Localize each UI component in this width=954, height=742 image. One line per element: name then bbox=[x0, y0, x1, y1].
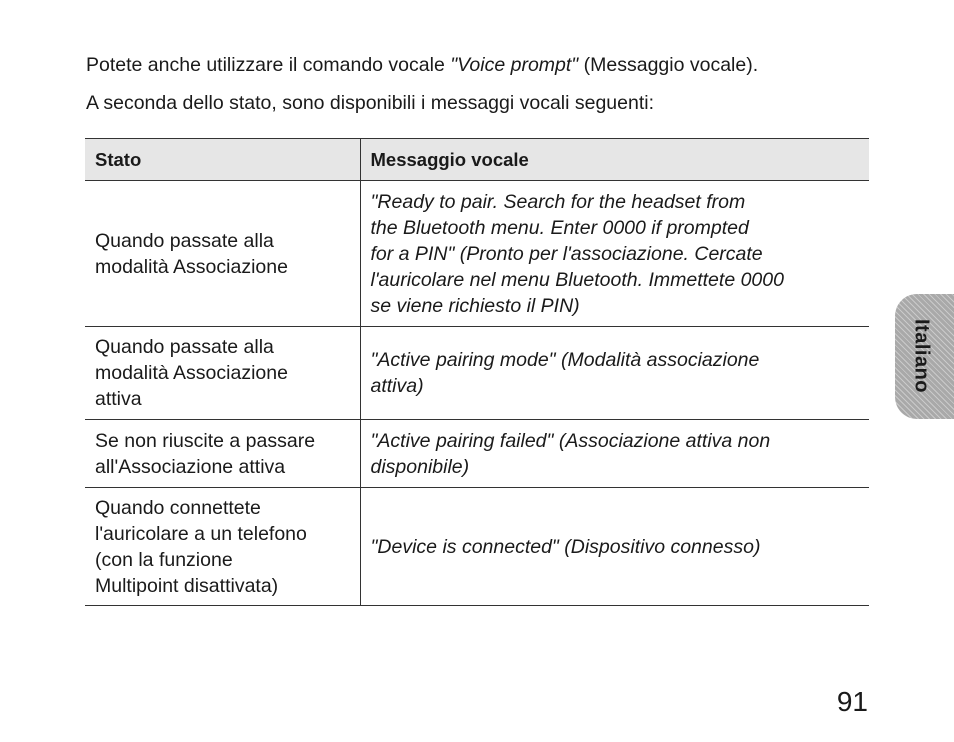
cell-line: Quando passate alla bbox=[95, 336, 274, 358]
page-number: 91 bbox=[836, 686, 868, 717]
cell-line: modalità Associazione bbox=[95, 255, 288, 278]
cell-line: attiva bbox=[95, 388, 142, 410]
intro-text-suffix: (Messaggio vocale). bbox=[578, 54, 759, 76]
message-cell bbox=[360, 181, 869, 327]
cell-line: for a PIN" (Pronto per l'associazione. Cercate bbox=[370, 242, 763, 265]
state-cell bbox=[85, 488, 360, 606]
table-row bbox=[85, 327, 869, 420]
cell-line: Quando passate alla bbox=[95, 229, 274, 252]
voice-messages-table bbox=[85, 138, 869, 606]
cell-line: se viene richiesto il PIN) bbox=[370, 294, 580, 317]
cell-line: disponibile) bbox=[370, 455, 470, 478]
message-cell bbox=[360, 420, 869, 488]
column-header-message: Messaggio vocale bbox=[360, 139, 869, 181]
state-cell bbox=[85, 327, 360, 420]
language-tab-label: Italiano bbox=[910, 318, 933, 394]
state-cell bbox=[85, 181, 360, 327]
intro-paragraph-voice-prompt bbox=[86, 53, 758, 77]
table-row bbox=[85, 420, 869, 488]
cell-line: Se non riuscite a passare bbox=[95, 429, 316, 452]
message-cell bbox=[360, 488, 869, 606]
column-header-state: Stato bbox=[85, 139, 360, 181]
cell-line: all'Associazione attiva bbox=[95, 455, 286, 478]
cell-line: l'auricolare nel menu Bluetooth. Immettete 0000 bbox=[370, 268, 784, 291]
voice-prompt-command: "Voice prompt" bbox=[450, 54, 579, 76]
table-row bbox=[85, 181, 869, 327]
message-cell bbox=[360, 327, 869, 420]
cell-line: "Device is connected" (Dispositivo connesso) bbox=[370, 535, 761, 558]
cell-line: Multipoint disattivata) bbox=[95, 574, 279, 597]
cell-line: (con la funzione bbox=[95, 548, 233, 571]
cell-line: modalità Associazione bbox=[95, 362, 288, 384]
cell-line: "Ready to pair. Search for the headset from bbox=[370, 190, 746, 213]
intro-paragraph-states: A seconda dello stato, sono disponibili i messaggi vocali seguenti: bbox=[86, 92, 655, 114]
state-cell bbox=[85, 420, 360, 488]
intro-text: Potete anche utilizzare il comando vocale bbox=[86, 54, 451, 76]
cell-line: "Active pairing mode" (Modalità associazione bbox=[370, 349, 760, 371]
table-row bbox=[85, 488, 869, 606]
table-header-row bbox=[85, 139, 869, 181]
cell-line: attiva) bbox=[370, 375, 424, 397]
cell-line: the Bluetooth menu. Enter 0000 if prompted bbox=[370, 216, 749, 239]
cell-line: "Active pairing failed" (Associazione attiva non bbox=[370, 429, 771, 452]
cell-line: l'auricolare a un telefono bbox=[95, 522, 307, 545]
cell-line: Quando connettete bbox=[95, 496, 261, 519]
